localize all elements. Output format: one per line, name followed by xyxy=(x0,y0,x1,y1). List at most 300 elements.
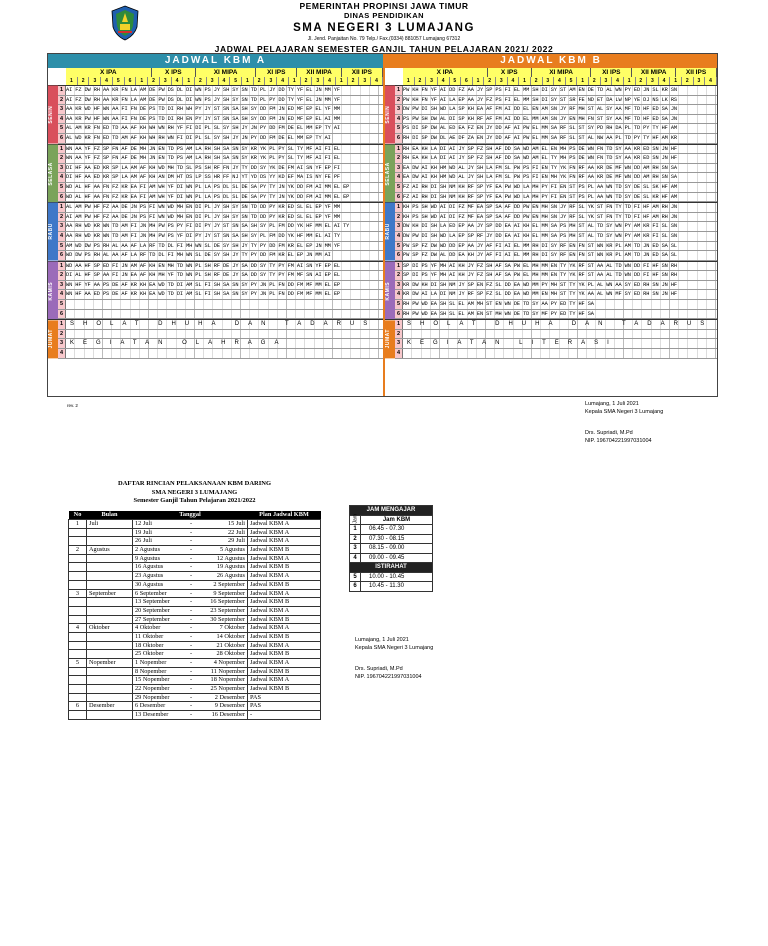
hours-title: JAM MENGAJAR xyxy=(350,506,433,516)
period-num: 1 xyxy=(58,203,66,212)
teaching-hours xyxy=(349,505,433,592)
period-num: 6 xyxy=(395,193,403,202)
schedule-row xyxy=(395,96,717,106)
schedule-row xyxy=(58,193,383,203)
period-number: 1 xyxy=(473,77,485,85)
schedule-row xyxy=(395,271,717,281)
schedule-row xyxy=(395,154,717,164)
row-dates xyxy=(133,650,248,659)
subject-codes xyxy=(66,300,383,309)
schedule-title: JADWAL PELAJARAN SEMESTER GANJIL TAHUN PELAJARAN 2021/ 2022 xyxy=(214,44,554,54)
date-start: 11 Oktober xyxy=(135,632,164,640)
period-num: 5 xyxy=(58,124,66,133)
row-plan: Jadwal KBM B xyxy=(248,632,321,641)
period-num: 1 xyxy=(58,262,66,271)
row-plan: Jadwal KBM A xyxy=(248,624,321,633)
sign-role: Kepala SMA Negeri 3 Lumajang xyxy=(585,408,664,415)
period-number: 3 xyxy=(359,77,371,85)
row-no: 4 xyxy=(69,624,87,633)
row-dates xyxy=(133,580,248,589)
kbm-a-class-header xyxy=(66,68,383,77)
row-plan: Jadwal KBM B xyxy=(248,615,321,624)
row-plan: Jadwal KBM A xyxy=(248,589,321,598)
row-month xyxy=(87,693,133,702)
period-num: 2 xyxy=(58,271,66,280)
date-end: 7 Oktober xyxy=(219,624,245,632)
date-sep: - xyxy=(189,606,193,614)
hours-num: 2 xyxy=(350,534,361,544)
date-sep: - xyxy=(189,537,193,545)
date-sep: - xyxy=(189,624,193,632)
period-num: 3 xyxy=(58,164,66,173)
details-row xyxy=(69,537,321,546)
period-num: 3 xyxy=(58,281,66,290)
subject-codes: AI AM PW HF FZ AA DE JN PS FI WN WD MH EN DI PL JY SH SY SN TD DD PY KR ED SL EL EP YF MM xyxy=(66,213,383,222)
period-num: 1 xyxy=(395,86,403,95)
date-start: 9 Agustus xyxy=(135,554,161,562)
row-dates xyxy=(133,711,248,720)
date-end: 16 Desember xyxy=(211,711,245,719)
period-number: 2 xyxy=(254,77,266,85)
teaching-hours-table xyxy=(349,505,433,592)
school-name: SMA NEGERI 3 LUMAJANG xyxy=(293,22,475,34)
period-number: 1 xyxy=(336,77,348,85)
period-number: 4 xyxy=(172,77,184,85)
period-num: 6 xyxy=(58,193,66,202)
row-no xyxy=(69,615,87,624)
schedule-row xyxy=(58,115,383,125)
period-number: 1 xyxy=(577,77,589,85)
subject-codes: WD AA HF SP ED FI JN AM AF KH EN MH TD WN PL SH RF DE JY SA DD SY TY PY FM AI SN YF EP EL xyxy=(66,262,383,271)
hours-num: 4 xyxy=(350,553,361,563)
row-plan: Jadwal KBM A xyxy=(248,520,321,529)
schedule-row xyxy=(58,242,383,252)
kbm-daring-details xyxy=(68,480,321,720)
period-number: 1 xyxy=(403,77,415,85)
period-number: 4 xyxy=(371,77,383,85)
subject-codes: KH PS SH WD AI DI FZ MF EA SP SA AF DD PW EN MH SN JY RF SL YK ST FN TY TD FI HF AM RH JN xyxy=(403,213,717,222)
details-row xyxy=(69,528,321,537)
row-plan: Jadwal KBM B xyxy=(248,563,321,572)
schedule-row xyxy=(395,320,717,330)
schedule-row xyxy=(58,203,383,213)
subject-codes: RH DI SP DW DL AE DF ZA EN JY DD AF AI PW EL MM SA RF SL ST AL NW AA PL TD PY TY HF AM KR xyxy=(403,134,717,143)
period-number: 3 xyxy=(496,77,508,85)
period-number: 4 xyxy=(612,77,624,85)
date-start: 22 Nopember xyxy=(135,685,170,693)
hours-row xyxy=(350,582,433,592)
subject-codes: EA DW AI KH HM WD AL JY SH LA FM SL PW PS FI EN MH YK FN RF AA KR DE MF WN DD AM RH SN SA xyxy=(403,173,717,182)
details-title-2: SMA NEGERI 3 LUMAJANG xyxy=(151,488,238,496)
subject-codes: AM WD DW PS RH AL AA AF LA RF TD DL FI MH WN SL DE SY SH JY TY PY DD FM KR EL EP JN MM YF xyxy=(66,242,383,251)
row-no: 6 xyxy=(69,702,87,711)
row-dates xyxy=(133,589,248,598)
period-num: 4 xyxy=(395,349,403,358)
date-end: 25 Nopember xyxy=(210,685,245,693)
subject-codes: RH PW WD EA SH SL EL AM MH ST EN WN DE TD SY AA PY ED TY HF SA xyxy=(403,300,717,309)
subject-codes: EA DW AI KH HM WD AL JY SH LA FM SL PW PS FI EN TY YK FN RF AA KR DE MF WN DD AM RH SN SA xyxy=(403,164,717,173)
day-label: JUMAT xyxy=(48,320,58,358)
row-month xyxy=(87,554,133,563)
period-num: 3 xyxy=(58,339,66,348)
details-row xyxy=(69,520,321,529)
row-plan: Jadwal KBM A xyxy=(248,676,321,685)
period-number: 6 xyxy=(125,77,137,85)
hours-row xyxy=(350,534,433,544)
period-numbers xyxy=(403,77,717,85)
subject-codes: FZ AI RH DI SH NM KH RF SP YF EA PW WD LA MH PY FI EN ST PS PL AA WN TD SY DE SL SK HF AM xyxy=(403,183,717,192)
subject-codes: PW SP FZ DW WD DD EP AA JY AF FI AI EL MM RH DI SY RF EN FN ST WN KR PL AM TD JN ED SA SL xyxy=(403,242,717,251)
details-row xyxy=(69,624,321,633)
period-num: 5 xyxy=(395,300,403,309)
schedule-row xyxy=(58,330,383,340)
details-row xyxy=(69,589,321,598)
details-row xyxy=(69,650,321,659)
details-row xyxy=(69,641,321,650)
class-label: XII IPS xyxy=(342,68,383,77)
period-num: 1 xyxy=(395,320,403,329)
date-end: 28 Oktober xyxy=(216,650,245,658)
period-number: 1 xyxy=(242,77,254,85)
date-end: 4 Nopember xyxy=(213,659,245,666)
row-month xyxy=(87,632,133,641)
class-label: X IPS xyxy=(152,68,196,77)
subject-codes: AA RH WD KR WN TD AM FI JN MH PW PS YF DI PY JY ST SN SA SH SY PL FM DD YK HF MM EL AI TY xyxy=(66,232,383,241)
period-num: 6 xyxy=(58,310,66,319)
subject-codes: AA KR PW HF WN AA FI FN DE PS TD DI RH EN PY JY ST SN SA SH SY DD FM JN ED MF EP EL AI MM xyxy=(66,115,383,124)
date-end: 2 September xyxy=(213,580,245,588)
subject-codes xyxy=(66,330,383,339)
row-plan: Jadwal KBM B xyxy=(248,580,321,589)
subject-codes xyxy=(66,349,383,358)
activity-text: KEGIATAN LITERASI xyxy=(403,339,717,348)
subject-codes: DW PW DI SH WD LA EP SP RF JY DD EA AI KH EL MM SA PS MH ST AL TD SY WN PY AM KR FI SL SN xyxy=(403,232,717,241)
row-dates xyxy=(133,546,248,555)
date-sep: - xyxy=(189,528,193,536)
row-dates xyxy=(133,667,248,676)
schedule-row xyxy=(58,271,383,281)
hours-time: 09.00 - 09.45 xyxy=(361,553,433,563)
day-block-senin xyxy=(385,85,717,144)
details-row xyxy=(69,693,321,702)
subject-codes xyxy=(403,330,717,339)
gov-line: PEMERINTAH PROPINSI JAWA TIMUR xyxy=(299,1,469,11)
subject-codes: SP DI PS YF MH AI KH JY FZ SH AF SA PW EL MH MM EN TY YK RF ST AA AL TD WN DD FI HF SN RH xyxy=(403,271,717,280)
subject-codes: WD AL HF AA FN FZ KR EA FI AM WH YF DI WN PL LA PS DL SL DE SA PY TY JN YK DD FM AI MM EL EP xyxy=(66,183,383,192)
subject-codes: RH EA KH LA DI AI JY SP FZ SH AF DD SA WD AM EL TY MH PS DE WN FN TD SY AA KR ED SN JN HF xyxy=(403,154,717,163)
row-plan: PAS xyxy=(248,693,321,702)
row-plan: Jadwal KBM A xyxy=(248,537,321,546)
row-no xyxy=(69,650,87,659)
row-month: Juli xyxy=(87,520,133,529)
subject-codes: PW KH FN YF AI DD FZ AA JY SP PS FI EL MM SH DI SY ST AM EN DE TD AL WN PY ED JN SL KR SN xyxy=(403,86,717,95)
period-number: 3 xyxy=(207,77,219,85)
period-num: 5 xyxy=(58,300,66,309)
schedule-row xyxy=(395,115,717,125)
period-number: 2 xyxy=(484,77,496,85)
period-num: 3 xyxy=(395,222,403,231)
row-plan: Jadwal KBM B xyxy=(248,598,321,607)
date-start: 12 Juli xyxy=(135,520,152,527)
row-month xyxy=(87,650,133,659)
date-end: 23 September xyxy=(210,606,245,614)
period-num: 2 xyxy=(395,96,403,105)
date-sep: - xyxy=(189,615,193,623)
period-num: 4 xyxy=(58,115,66,124)
period-num: 3 xyxy=(395,339,403,348)
hours-num: 5 xyxy=(350,572,361,582)
schedule-row xyxy=(395,164,717,174)
date-end: 9 September xyxy=(213,589,245,597)
day-block-rabu xyxy=(385,202,717,261)
class-label: XI MIPA xyxy=(196,68,256,77)
period-num: 4 xyxy=(58,173,66,182)
row-no xyxy=(69,685,87,694)
schedule-row xyxy=(58,173,383,183)
revision-note: rev. 2 xyxy=(67,403,78,408)
col-no: No xyxy=(69,511,87,520)
date-start: 25 Oktober xyxy=(135,650,164,658)
col-bulan: Bulan xyxy=(87,511,133,520)
date-end: 19 Agustus xyxy=(216,563,245,571)
schedule-row xyxy=(395,213,717,223)
date-start: 26 Juli xyxy=(135,537,152,545)
schedule-row xyxy=(58,145,383,155)
school-address: Jl. Jend. Panjaitan No. 79 Telp./ Fax.(0334) 881057 Lumajang 67312 xyxy=(307,36,461,42)
schedule-row xyxy=(58,164,383,174)
row-dates xyxy=(133,702,248,711)
row-month xyxy=(87,598,133,607)
row-plan: Jadwal KBM A xyxy=(248,528,321,537)
kbm-b-banner: JADWAL KBM B xyxy=(385,54,717,68)
period-number: 6 xyxy=(461,77,473,85)
subject-codes: KR DW AI LA DI NM JY RF SP FZ SL DD EA WD MM EN MH ST TY YK AA AL WN MF SY ED RH SN JN HF xyxy=(403,290,717,299)
details-row xyxy=(69,563,321,572)
period-number: 3 xyxy=(312,77,324,85)
period-number: 5 xyxy=(230,77,242,85)
period-num: 5 xyxy=(395,124,403,133)
class-label: X IPS xyxy=(488,68,532,77)
hours-col-jam: Jam xyxy=(350,515,361,525)
period-number: 1 xyxy=(183,77,195,85)
row-no xyxy=(69,537,87,546)
row-dates xyxy=(133,676,248,685)
subject-codes: PW KH FN YF AI LA EP AA JY FZ PS FI EL MM SH DI SY ST SR FE ND ET DA LW NP YE DJ NS LK RS xyxy=(403,96,717,105)
period-num: 4 xyxy=(395,290,403,299)
schedule-row xyxy=(58,213,383,223)
schedule-row xyxy=(395,105,717,115)
subject-codes: DI HF AA ED KR SP LA AM AF KH WD MH TD SL PS SH RF FN JY TY DD SY YK DE FM AI SN YF EP FI xyxy=(66,164,383,173)
schedule-row xyxy=(395,86,717,96)
day-block-jumat xyxy=(385,319,717,358)
period-number: 1 xyxy=(66,77,78,85)
date-start: 15 Nopember xyxy=(135,676,170,684)
date-sep: - xyxy=(189,667,193,675)
subject-codes: KH PS SH WD AI DI FZ MF EA SP SA AF DD PW EN MH SN JY RF SL YK ST FN TY TD FI HF AM RH JN xyxy=(403,203,717,212)
date-start: 6 September xyxy=(135,589,167,597)
row-dates xyxy=(133,615,248,624)
subject-codes: PW SP FZ DW AL DD EA KH JY AF FI AI EL MM RH DI SY RF EN FN ST WN KR PL AM TD JN ED SA SL xyxy=(403,251,717,260)
subject-codes: WN HF AA ED PS DE AF KR KH EA WD TD DI AM SL FI SH SA SN SY PY JN PL FN DD FM MF MM EL EP xyxy=(66,290,383,299)
schedule-row xyxy=(58,232,383,242)
hours-time: 10.45 - 11.30 xyxy=(361,582,433,592)
kbm-a-panel xyxy=(48,54,383,396)
row-no: 1 xyxy=(69,520,87,529)
period-number: 5 xyxy=(450,77,462,85)
row-dates xyxy=(133,641,248,650)
row-month xyxy=(87,572,133,581)
subject-codes xyxy=(403,349,717,358)
kbm-b-class-header xyxy=(403,68,717,77)
row-dates xyxy=(133,554,248,563)
class-label: XII IPS xyxy=(676,68,717,77)
date-sep: - xyxy=(189,546,193,554)
schedule-row xyxy=(58,222,383,232)
day-label: KAMIS xyxy=(385,262,395,320)
date-start: 27 September xyxy=(135,615,170,623)
day-block-selasa xyxy=(385,144,717,203)
period-number: 5 xyxy=(566,77,578,85)
subject-codes: WD DW PS RH AL AA AF LA RF TD DL FI MH WN SL DE SY SH JY TY PY DD FM KR EL EP JN MM AI xyxy=(66,251,383,260)
details-table xyxy=(68,511,321,720)
period-number: 2 xyxy=(682,77,694,85)
period-num: 2 xyxy=(395,154,403,163)
class-label: XI MIPA xyxy=(532,68,592,77)
date-start: 19 Juli xyxy=(135,528,152,536)
sign-nip: NIP. 196704221997031004 xyxy=(585,437,652,444)
hours-num: 3 xyxy=(350,544,361,554)
schedule-row xyxy=(58,105,383,115)
details-row xyxy=(69,685,321,694)
period-num: 2 xyxy=(58,96,66,105)
date-start: 13 Desember xyxy=(135,711,169,719)
row-dates xyxy=(133,685,248,694)
period-num: 1 xyxy=(58,320,66,329)
day-block-kamis xyxy=(48,261,383,320)
row-dates xyxy=(133,606,248,615)
day-label: RABU xyxy=(385,203,395,261)
subject-codes: RH EA KH LA DI AI JY SP FZ SH AF DD SA WD AM EL EN MH PS DE WN FN TD SY AA KR ED SN JN HF xyxy=(403,145,717,154)
row-month xyxy=(87,563,133,572)
row-month: Desember xyxy=(87,702,133,711)
subject-codes: WD AL HF AA FN FZ KR EA FI AM WH YF DI WN PL LA PS DL SL DE SA PY TY JN YK DD FM AI MM EL EP xyxy=(66,193,383,202)
schedule-row xyxy=(58,300,383,310)
schedule-row xyxy=(395,262,717,272)
period-num: 1 xyxy=(395,262,403,271)
row-month xyxy=(87,537,133,546)
date-sep: - xyxy=(189,554,193,562)
date-start: 4 Oktober xyxy=(135,624,161,632)
subject-codes: DI AL HF SP AA FI JN EA AF KH MH YF TD WN PL SH RF DE JY SA DD SY TY PY FM MF SN AI EP EL xyxy=(66,271,383,280)
day-label: JUMAT xyxy=(385,320,395,358)
schedule-row xyxy=(58,290,383,300)
details-row xyxy=(69,554,321,563)
date-sep: - xyxy=(189,520,193,527)
hours-time: 06.45 - 07.30 xyxy=(361,525,433,535)
schedule-row xyxy=(58,134,383,144)
date-sep: - xyxy=(189,572,193,580)
day-block-senin xyxy=(48,85,383,144)
period-number: 3 xyxy=(426,77,438,85)
date-end: 29 Juli xyxy=(228,537,245,545)
subject-codes: FZ AI RH DI SH NM KH RF SP YF EA PW WD LA MH PY FI EN ST PS PL AA WN TD SY DE SL KR HF AM xyxy=(403,193,717,202)
date-sep: - xyxy=(189,702,193,710)
period-num: 6 xyxy=(395,310,403,319)
day-block-selasa xyxy=(48,144,383,203)
period-num: 1 xyxy=(58,145,66,154)
activity-text: SHOLAT DHUHA DAN TADARUS xyxy=(66,320,383,329)
period-number: 2 xyxy=(301,77,313,85)
subject-codes: AI FZ DW RH AA KR FN LA AM DE PW DS DL DI WN PS JY SH SY SN TD PL PY DD TY YF EL JN MM YF xyxy=(66,96,383,105)
date-start: 30 Agustus xyxy=(135,580,164,588)
class-label: XII MIPA xyxy=(632,68,676,77)
hours-num: 1 xyxy=(350,525,361,535)
row-plan: Jadwal KBM B xyxy=(248,546,321,555)
period-num: 5 xyxy=(395,242,403,251)
date-end: 26 Agustus xyxy=(216,572,245,580)
date-sep: - xyxy=(189,641,193,649)
day-label: KAMIS xyxy=(48,262,58,320)
schedule-row xyxy=(395,193,717,203)
details-row xyxy=(69,711,321,720)
schedule-row xyxy=(58,320,383,330)
class-label: XI IPS xyxy=(591,68,632,77)
row-month: Nopember xyxy=(87,659,133,668)
date-end: 5 Agustus xyxy=(219,546,245,554)
period-number: 3 xyxy=(543,77,555,85)
schedule-row xyxy=(395,349,717,359)
date-start: 13 September xyxy=(135,598,170,606)
subject-codes: AL AM PW HF FZ AA DE JN PS FI WN WD MH EN DI PL JY SH SY SN TD DD PY KR ED SL EL EP YF MM xyxy=(66,203,383,212)
schedule-row xyxy=(395,173,717,183)
period-number: 3 xyxy=(160,77,172,85)
sign-nip: NIP. 196704221997031004 xyxy=(355,673,422,680)
period-num: 2 xyxy=(395,271,403,280)
schedule-row xyxy=(395,251,717,261)
date-sep: - xyxy=(189,589,193,597)
row-dates xyxy=(133,693,248,702)
row-dates xyxy=(133,632,248,641)
schedule-row xyxy=(58,310,383,320)
date-start: 6 Desember xyxy=(135,702,166,710)
subject-codes: AA RH WD KR WN TD AM FI JN MH PW PS PY FI DI PY JY ST SN SA SH SY PL FM DD YK HF MM EL AI TY xyxy=(66,222,383,231)
hours-row xyxy=(350,572,433,582)
row-dates xyxy=(133,598,248,607)
row-month xyxy=(87,580,133,589)
signature-block-bottom xyxy=(355,637,505,681)
schedule-row xyxy=(395,281,717,291)
row-dates xyxy=(133,659,248,668)
period-num: 2 xyxy=(395,330,403,339)
row-dates xyxy=(133,520,248,529)
period-number: 4 xyxy=(324,77,336,85)
date-end: 12 Agustus xyxy=(216,554,245,562)
activity-text: KEGIATAN OLAHRAGA xyxy=(66,339,383,348)
istirahat-label: ISTIRAHAT xyxy=(350,563,433,573)
details-row xyxy=(69,615,321,624)
schedule-row xyxy=(395,290,717,300)
date-sep: - xyxy=(189,563,193,571)
schedule-row xyxy=(58,96,383,106)
details-row xyxy=(69,580,321,589)
row-plan: Jadwal KBM B xyxy=(248,650,321,659)
period-number: 4 xyxy=(438,77,450,85)
schedule-row xyxy=(395,339,717,349)
period-num: 1 xyxy=(58,86,66,95)
period-num: 3 xyxy=(58,222,66,231)
subject-codes: AI FZ DW RH AA KR FN LA AM DE PW DS DL DI WN PS JY SH SY SN TD PL JY DD TY YF EL JN MM YF xyxy=(66,86,383,95)
row-no xyxy=(69,554,87,563)
